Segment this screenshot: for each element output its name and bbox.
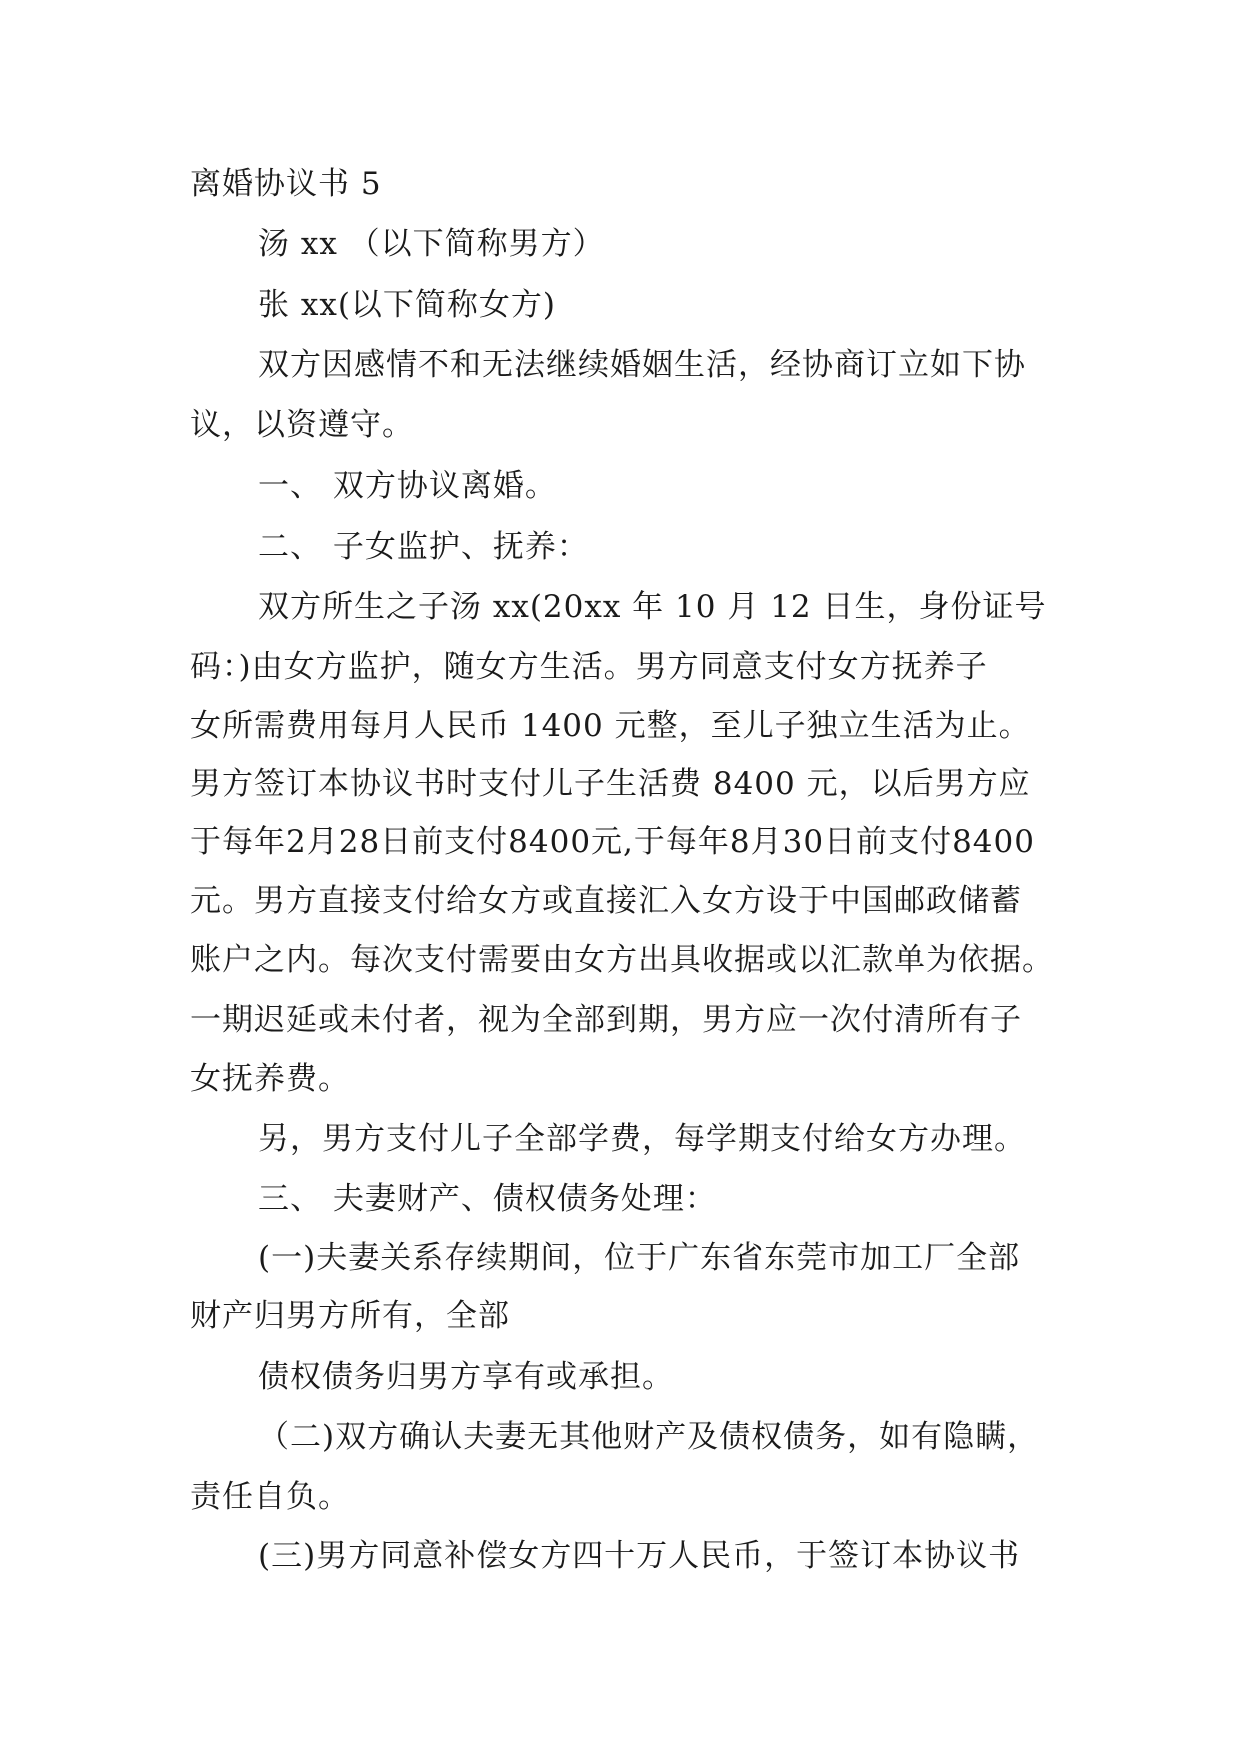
party-female: 张 xx(以下简称女方) bbox=[258, 287, 557, 323]
paragraph-line: (一)夫妻关系存续期间，位于广东省东莞市加工厂全部 bbox=[258, 1240, 1021, 1276]
paragraph-line: (三)男方同意补偿女方四十万人民币，于签订本协议书 bbox=[258, 1538, 1021, 1574]
paragraph-line: 财产归男方所有，全部 bbox=[190, 1298, 510, 1334]
clause-heading: 三、 夫妻财产、债权债务处理： bbox=[258, 1181, 717, 1217]
party-male: 汤 xx （以下简称男方） bbox=[258, 226, 605, 262]
paragraph-line: （二)双方确认夫妻无其他财产及债权债务，如有隐瞒， bbox=[258, 1419, 1040, 1455]
paragraph-line: 账户之内。每次支付需要由女方出具收据或以汇款单为依据。 bbox=[190, 942, 1054, 978]
paragraph-line: 另，男方支付儿子全部学费，每学期支付给女方办理。 bbox=[258, 1121, 1026, 1157]
paragraph-line: 双方因感情不和无法继续婚姻生活，经协商订立如下协 bbox=[258, 347, 1026, 383]
paragraph-line: 责任自负。 bbox=[190, 1479, 350, 1515]
paragraph-line: 元。男方直接支付给女方或直接汇入女方设于中国邮政储蓄 bbox=[190, 883, 1022, 919]
document-title: 离婚协议书 5 bbox=[190, 166, 382, 202]
clause-heading: 二、 子女监护、抚养： bbox=[258, 529, 589, 565]
paragraph-line: 议，以资遵守。 bbox=[190, 407, 414, 443]
paragraph-line: 一期迟延或未付者，视为全部到期，男方应一次付清所有子 bbox=[190, 1002, 1022, 1038]
paragraph-line: 于每年2月28日前支付8400元,于每年8月30日前支付8400 bbox=[190, 824, 1035, 860]
paragraph-line: 码：)由女方监护，随女方生活。男方同意支付女方抚养子 bbox=[190, 649, 988, 685]
paragraph-line: 女所需费用每月人民币 1400 元整，至儿子独立生活为止。 bbox=[190, 708, 1031, 744]
clause-heading: 一、 双方协议离婚。 bbox=[258, 468, 557, 504]
paragraph-line: 双方所生之子汤 xx(20xx 年 10 月 12 日生，身份证号 bbox=[258, 589, 1047, 625]
paragraph-line: 债权债务归男方享有或承担。 bbox=[258, 1359, 674, 1395]
paragraph-line: 女抚养费。 bbox=[190, 1061, 350, 1097]
paragraph-line: 男方签订本协议书时支付儿子生活费 8400 元，以后男方应 bbox=[190, 766, 1031, 802]
